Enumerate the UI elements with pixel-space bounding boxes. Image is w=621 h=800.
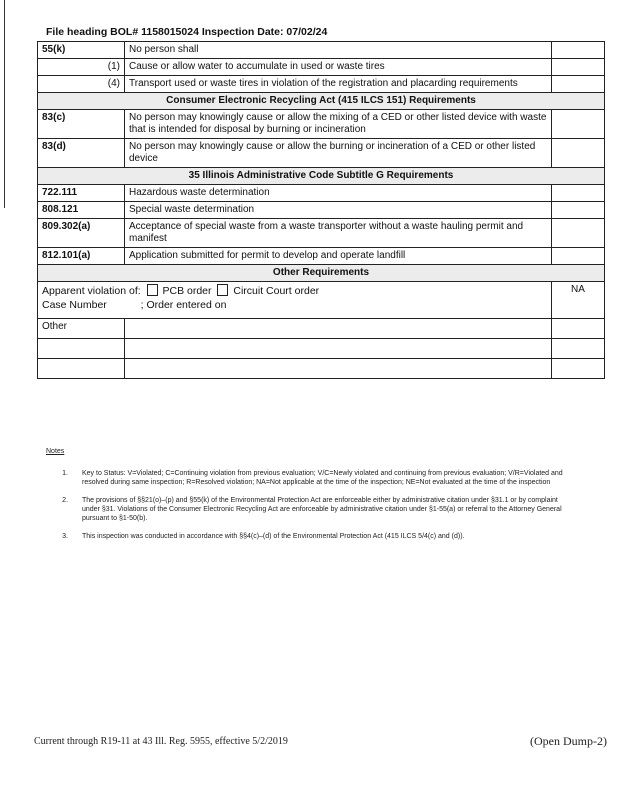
note-item [46, 532, 566, 541]
note-number: 3. [62, 533, 68, 540]
table-row [38, 248, 605, 265]
note-item [46, 469, 566, 487]
section-header-row [38, 265, 605, 282]
note-text: This inspection was conducted in accordance with §§4(c)–(d) of the Environmental Protection Act (415 ILCS 5/4(c) and (d)). [82, 533, 465, 540]
citation-code: 809.302(a) [38, 219, 125, 248]
table-row [38, 185, 605, 202]
other-label: Other [38, 319, 125, 339]
blank-cell [38, 339, 125, 359]
status-cell [552, 202, 605, 219]
citation-code: 812.101(a) [38, 248, 125, 265]
note-number: 2. [62, 497, 68, 504]
blank-cell [125, 359, 552, 379]
table-row [38, 359, 605, 379]
case-number-label: Case Number [42, 299, 107, 311]
status-cell [552, 248, 605, 265]
blank-cell [125, 339, 552, 359]
note-item [46, 496, 566, 523]
requirement-text: No person shall [125, 42, 552, 59]
section-header-35-illinois: 35 Illinois Administrative Code Subtitle G Requirements [38, 168, 605, 185]
circuit-court-order-label: Circuit Court order [233, 285, 320, 297]
table-row [38, 219, 605, 248]
section-header-row [38, 93, 605, 110]
citation-code: 808.121 [38, 202, 125, 219]
requirements-table [37, 41, 605, 379]
table-row [38, 110, 605, 139]
status-cell [552, 219, 605, 248]
blank-cell [38, 359, 125, 379]
table-row [38, 339, 605, 359]
apparent-violation-cell [38, 282, 552, 319]
status-cell [552, 42, 605, 59]
notes-section [46, 447, 566, 550]
status-cell [552, 110, 605, 139]
table-row [38, 59, 605, 76]
table-row [38, 319, 605, 339]
pcb-order-checkbox[interactable] [147, 284, 158, 296]
requirement-text: Cause or allow water to accumulate in used or waste tires [125, 59, 552, 76]
table-row [38, 139, 605, 168]
pcb-order-label: PCB order [162, 285, 212, 297]
section-header-row [38, 168, 605, 185]
circuit-court-order-checkbox[interactable] [217, 284, 228, 296]
note-number: 1. [62, 470, 68, 477]
note-text: Key to Status: V=Violated; C=Continuing violation from previous evaluation; V/C=Newly violated and continuing from previous evaluation; V/R=Violated and resolved during same inspection; R=Resolved violation; NA=Not applicable at the time of the inspection; NE=Not evaluated at the time of the inspection [82, 470, 563, 486]
notes-title: Notes [46, 448, 65, 455]
requirement-text: Application submitted for permit to develop and operate landfill [125, 248, 552, 265]
blank-cell [552, 359, 605, 379]
citation-code: 55(k) [38, 42, 125, 59]
note-text: The provisions of §§21(o)–(p) and §55(k) of the Environmental Protection Act are enforceable either by administrative citation under §31.1 or by complaint under §31. Violations of the Consumer Electronic Recycling Act are enforceable by administrative citation under §1-55(a) or referral to the Attorney General pursuant to §1-50(b). [82, 497, 562, 522]
apparent-violation-label: Apparent violation of: [42, 285, 141, 297]
table-row [38, 42, 605, 59]
citation-code: 83(c) [38, 110, 125, 139]
requirement-text: Special waste determination [125, 202, 552, 219]
citation-code: (1) [38, 59, 125, 76]
requirement-text: No person may knowingly cause or allow the burning or incineration of a CED or other listed device [125, 139, 552, 168]
footer-page-label: (Open Dump-2) [530, 734, 607, 748]
requirement-text: Acceptance of special waste from a waste transporter without a waste hauling permit and manifest [125, 219, 552, 248]
section-header-consumer-electronic: Consumer Electronic Recycling Act (415 ILCS 151) Requirements [38, 93, 605, 110]
footer-citation: Current through R19-11 at 43 Ill. Reg. 5955, effective 5/2/2019 [34, 736, 288, 747]
status-cell [552, 59, 605, 76]
file-heading: File heading BOL# 1158015024 Inspection Date: 07/02/24 [46, 26, 328, 38]
citation-code: 722.111 [38, 185, 125, 202]
status-value: NA [552, 282, 605, 319]
scan-edge-line [4, 0, 5, 208]
citation-code: 83(d) [38, 139, 125, 168]
section-header-other: Other Requirements [38, 265, 605, 282]
status-cell [552, 319, 605, 339]
apparent-violation-row [38, 282, 605, 319]
table-row [38, 76, 605, 93]
requirement-text: Transport used or waste tires in violation of the registration and placarding requirements [125, 76, 552, 93]
order-entered-label: ; Order entered on [140, 299, 227, 311]
citation-code: (4) [38, 76, 125, 93]
table-row [38, 202, 605, 219]
status-cell [552, 139, 605, 168]
requirement-text: No person may knowingly cause or allow the mixing of a CED or other listed device with waste that is intended for disposal by burning or incineration [125, 110, 552, 139]
status-cell [552, 76, 605, 93]
status-cell [552, 185, 605, 202]
requirement-text [125, 319, 552, 339]
blank-cell [552, 339, 605, 359]
requirement-text: Hazardous waste determination [125, 185, 552, 202]
